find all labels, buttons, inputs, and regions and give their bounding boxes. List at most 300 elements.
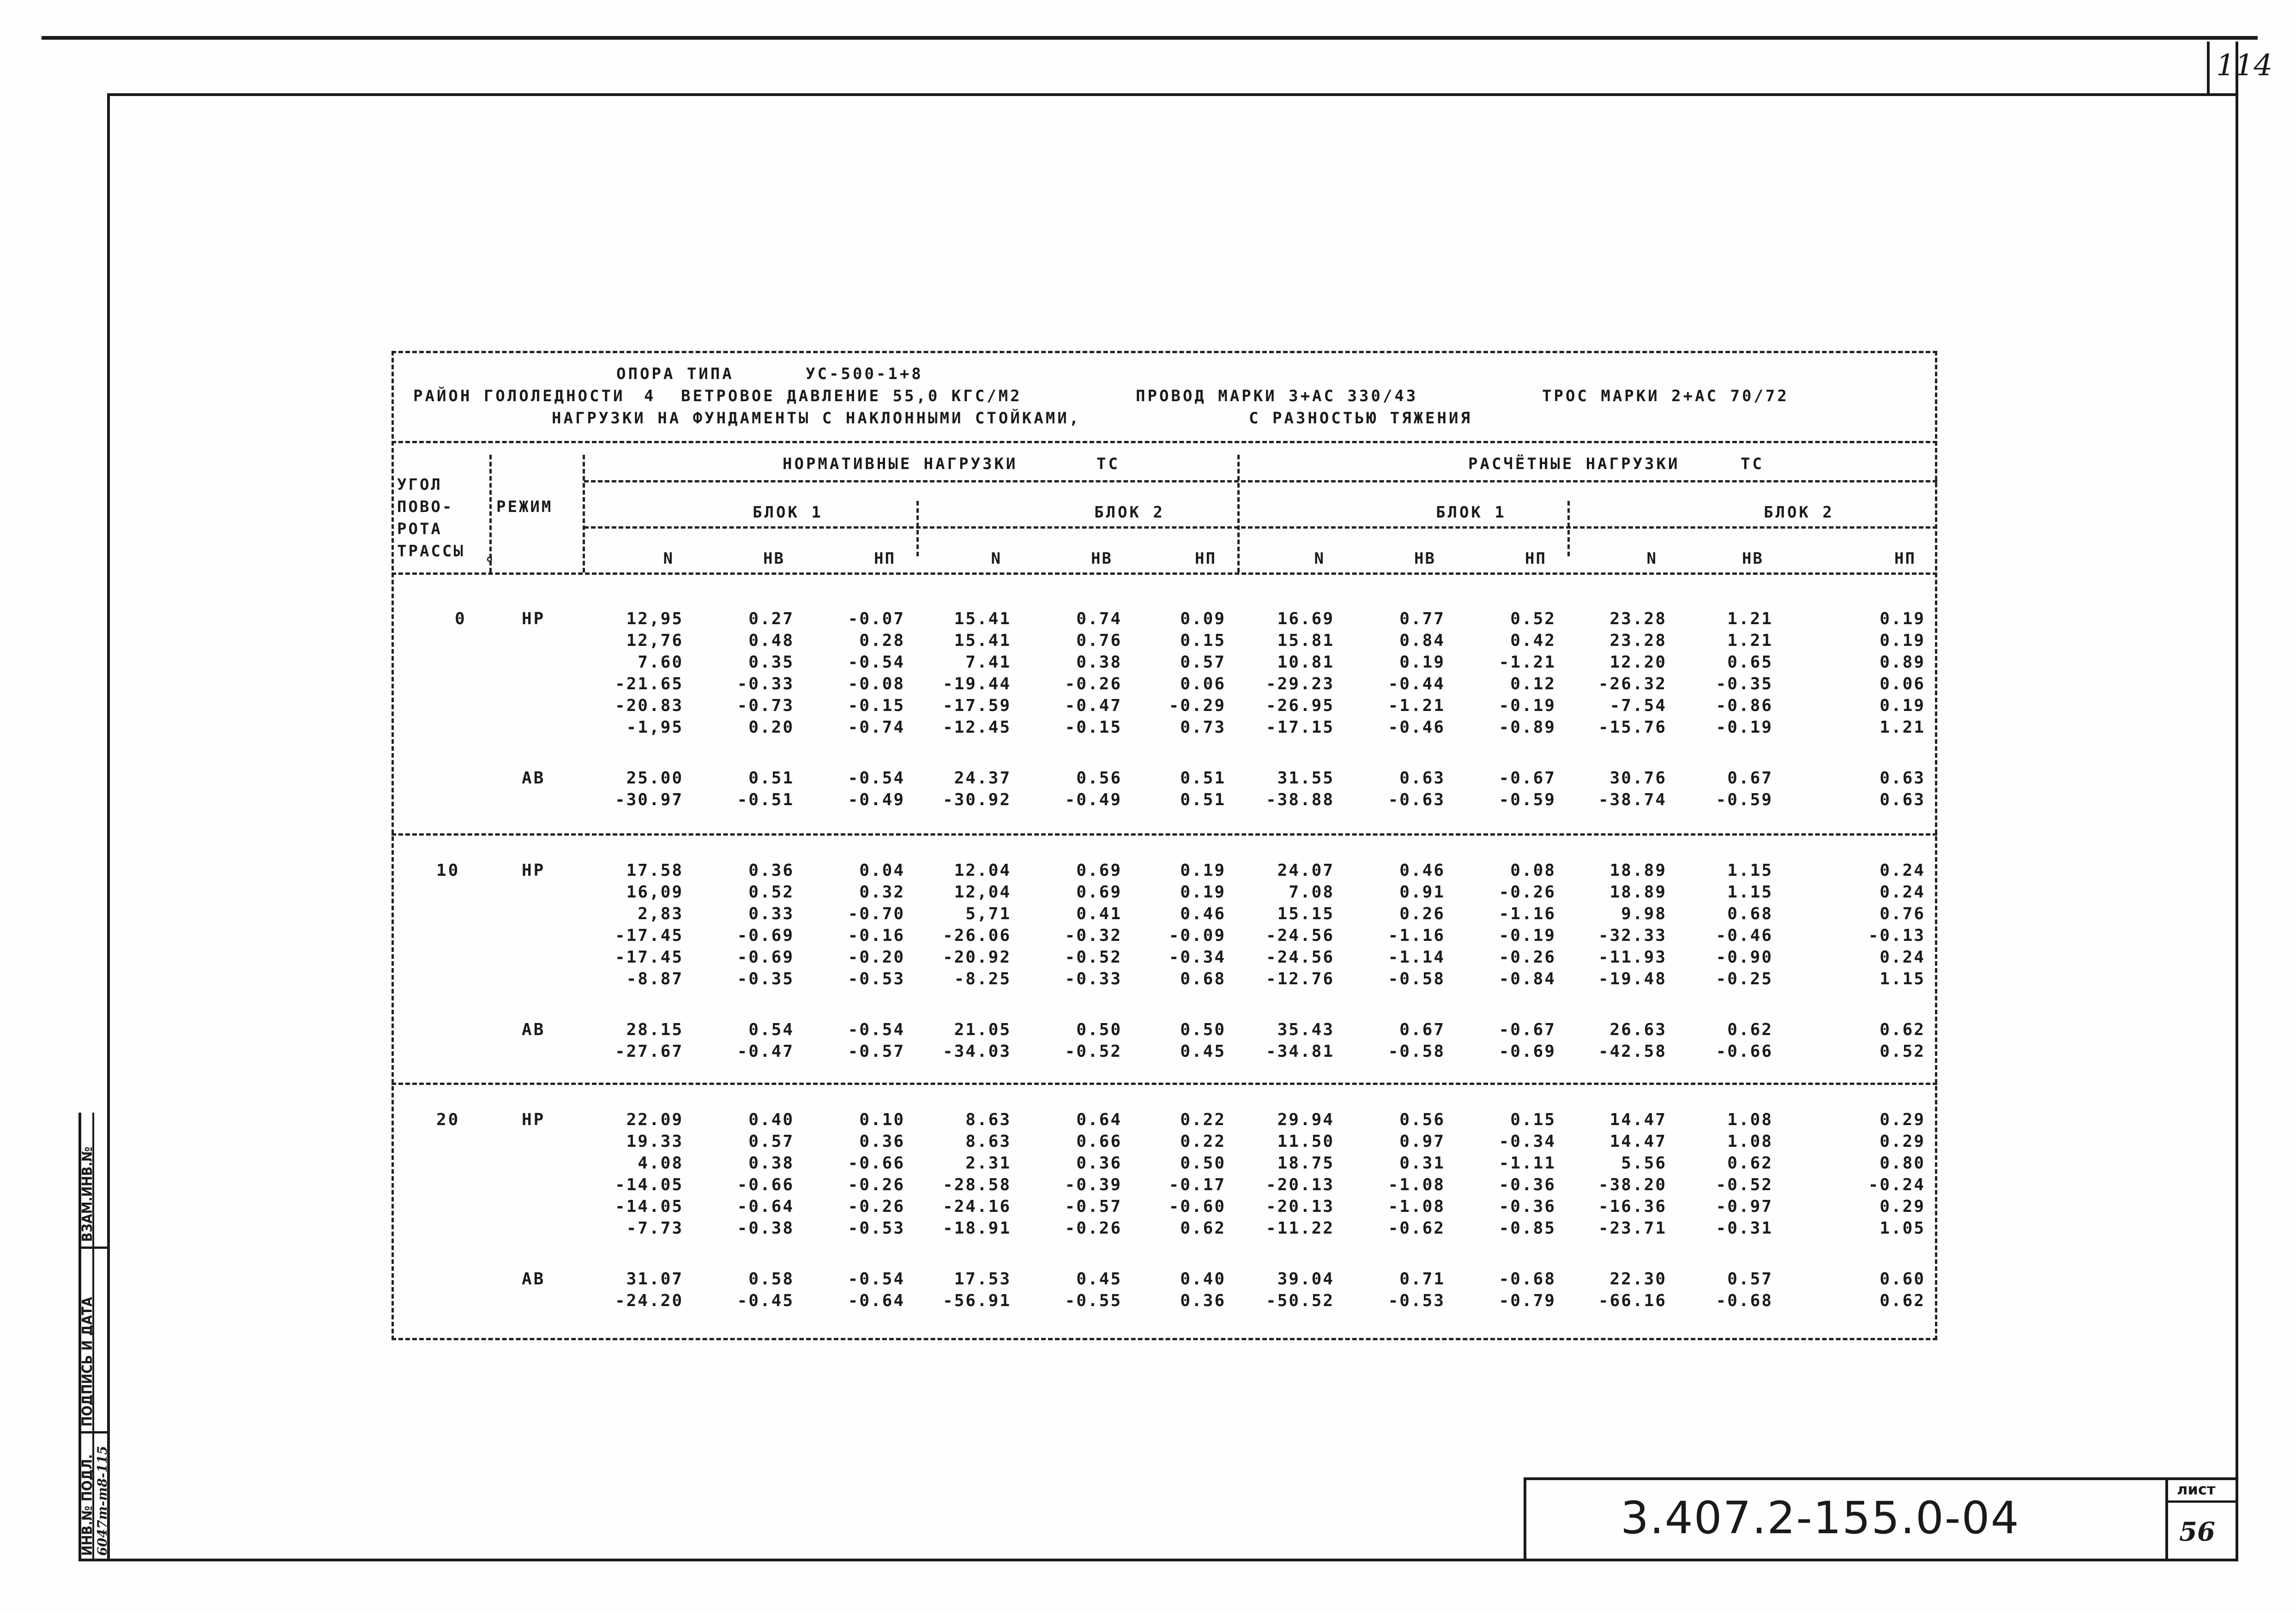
table-cell: 0.51 [748,769,794,788]
stamp-sep-2 [78,1431,110,1433]
table-cell: -0.31 [1716,1219,1773,1238]
table-cell: -0.84 [1499,970,1556,988]
table-cell: 0.38 [748,1154,794,1173]
header-wire-brand: ПРОВОД МАРКИ 3+АС 330/43 [1136,387,1418,405]
table-cell: 0.36 [859,1132,905,1151]
table-cell: 0.74 [1076,609,1122,628]
vr-norm-blocks [916,501,919,556]
table-cell: 15.41 [954,631,1011,650]
table-cell: 0.19 [1880,696,1925,715]
stamp-vzam-inv: ВЗАМ.ИНВ.№ [79,1146,96,1242]
stamp-sep-1 [78,1247,110,1249]
table-cell: 17.53 [954,1270,1011,1289]
col-norm-block2: БЛОК 2 [1094,503,1165,522]
table-cell: 0.57 [1180,653,1226,672]
table-cell: -1.11 [1499,1154,1556,1173]
table-cell: 0.36 [1180,1291,1226,1310]
table-cell: -0.86 [1716,696,1773,715]
table-cell: 0.28 [859,631,905,650]
table-cell: 0.89 [1880,653,1925,672]
table-cell: -1.21 [1499,653,1556,672]
hr-header-top [392,441,1937,443]
table-cell: -0.69 [737,926,794,945]
table-cell: -0.19 [1499,926,1556,945]
header-ice-region-value: 4 [644,387,656,405]
table-cell: 0.54 [748,1020,794,1039]
table-cell: -7.73 [626,1219,683,1238]
table-cell: 21.05 [954,1020,1011,1039]
table-cell: -0.35 [1716,675,1773,693]
table-cell: 0.56 [1399,1110,1445,1129]
table-cell: 0.19 [1180,861,1226,880]
table-cell: -1.08 [1388,1175,1445,1194]
table-cell: 18.89 [1609,861,1667,880]
table-cell: -0.26 [1499,883,1556,902]
frame-right [2236,42,2238,1561]
table-cell: 14.47 [1609,1132,1667,1151]
header-support-type-label: ОПОРА ТИПА [616,365,734,383]
table-cell: -0.35 [737,970,794,988]
table-cell: -0.63 [1388,790,1445,809]
table-cell: -0.47 [1065,696,1122,715]
table-cell: 0.36 [748,861,794,880]
table-cell: -0.54 [848,1020,905,1039]
table-cell: 0.08 [1510,861,1556,880]
table-cell: -1.21 [1388,696,1445,715]
table-cell: -17.45 [615,926,683,945]
table-cell: 0.62 [1727,1154,1773,1173]
table-cell: 4.08 [638,1154,683,1173]
table-cell: 0.57 [1727,1270,1773,1289]
top-rule [42,36,2258,40]
table-cell: 0.26 [1399,904,1445,923]
table-cell: -0.26 [848,1175,905,1194]
table-cell: -0.33 [737,675,794,693]
table-cell: -0.58 [1388,970,1445,988]
table-cell: -26.32 [1598,675,1667,693]
table-cell: -21.65 [615,675,683,693]
table-cell: -17.45 [615,948,683,967]
table-cell: 0.97 [1399,1132,1445,1151]
table-cell: -38.88 [1266,790,1334,809]
sub-column-5: НВ [1091,549,1113,568]
table-cell: -12.76 [1266,970,1334,988]
col-angle-line4: ТРАССЫ [397,542,465,560]
table-cell: 31.07 [626,1270,683,1289]
table-cell: -0.20 [848,948,905,967]
table-cell: -20.83 [615,696,683,715]
table-cell: 16.69 [1277,609,1334,628]
table-cell: -0.97 [1716,1197,1773,1216]
table-cell: 2,83 [638,904,683,923]
table-cell: -0.44 [1388,675,1445,693]
table-cell: -17.15 [1266,718,1334,737]
stamp-handwritten-number: 6047т-т8-115 [95,1445,110,1556]
table-cell: 0.24 [1880,861,1925,880]
table-cell: -0.53 [848,1219,905,1238]
table-cell: -0.90 [1716,948,1773,967]
table-cell: -0.46 [1388,718,1445,737]
table-cell: -8.87 [626,970,683,988]
table-cell: 0.20 [748,718,794,737]
table-cell: 0.10 [859,1110,905,1129]
table-cell: 9.98 [1621,904,1667,923]
table-cell: 0.84 [1399,631,1445,650]
table-cell: 0.57 [748,1132,794,1151]
col-angle-line2: ПОВО- [397,498,454,516]
table-cell: -0.26 [1499,948,1556,967]
table-cell: 0.68 [1727,904,1773,923]
hr-header-bottom [392,572,1937,575]
table-cell: 0.48 [748,631,794,650]
table-cell: -1,95 [626,718,683,737]
table-cell: 1.15 [1880,970,1925,988]
table-cell: 1.21 [1727,609,1773,628]
table-cell: -0.08 [848,675,905,693]
table-cell: -0.49 [848,790,905,809]
group-separator [392,833,1937,836]
table-cell: -11.22 [1266,1219,1334,1238]
table-cell: -0.55 [1065,1291,1122,1310]
header-support-type-value: УС-500-1+8 [806,365,923,383]
table-cell: -20.92 [942,948,1011,967]
sub-column-10: N [1646,549,1657,568]
table-cell: -14.05 [615,1197,683,1216]
table-cell: -0.09 [1169,926,1226,945]
table-cell: 0.52 [1880,1042,1925,1061]
table-cell: 0.33 [748,904,794,923]
table-cell: 0.09 [1180,609,1226,628]
table-cell: 18.75 [1277,1154,1334,1173]
table-cell: -0.32 [1065,926,1122,945]
sub-column-9: НП [1525,549,1547,568]
sheet-number: 56 [2179,1517,2215,1547]
table-cell: -0.17 [1169,1175,1226,1194]
table-cell: 12,76 [626,631,683,650]
table-cell: -20.13 [1266,1197,1334,1216]
table-cell: 0.36 [1076,1154,1122,1173]
mode-label: АВ [522,1270,546,1289]
table-cell: -0.34 [1169,948,1226,967]
sheet-box-mid [2165,1500,2238,1503]
table-cell: -0.34 [1499,1132,1556,1151]
table-cell: -0.59 [1716,790,1773,809]
table-cell: 35.43 [1277,1020,1334,1039]
table-cell: -0.74 [848,718,905,737]
table-cell: -0.69 [1499,1042,1556,1061]
table-cell: 0.69 [1076,861,1122,880]
table-cell: 0.62 [1180,1219,1226,1238]
table-cell: 0.35 [748,653,794,672]
table-cell: 0.66 [1076,1132,1122,1151]
frame-top [107,93,2238,96]
table-cell: -1.16 [1499,904,1556,923]
table-cell: 0.24 [1880,883,1925,902]
table-cell: 18.89 [1609,883,1667,902]
table-cell: -0.07 [848,609,905,628]
col-mode: РЕЖИМ [496,498,553,516]
table-cell: 0.29 [1880,1132,1925,1151]
table-cell: -7.54 [1609,696,1667,715]
table-cell: -0.53 [1388,1291,1445,1310]
table-cell: -34.81 [1266,1042,1334,1061]
table-cell: 0.29 [1880,1110,1925,1129]
sub-column-2: НВ [763,549,785,568]
table-cell: -0.13 [1868,926,1925,945]
table-cell: -0.52 [1065,948,1122,967]
table-cell: -0.57 [1065,1197,1122,1216]
table-cell: 0.69 [1076,883,1122,902]
table-cell: -1.08 [1388,1197,1445,1216]
table-cell: -24.56 [1266,926,1334,945]
table-cell: 0.15 [1180,631,1226,650]
table-cell: -0.54 [848,1270,905,1289]
header-tension-diff: С РАЗНОСТЬЮ ТЯЖЕНИЯ [1249,409,1472,428]
table-cell: 0.42 [1510,631,1556,650]
table-cell: -24.16 [942,1197,1011,1216]
table-cell: 12,04 [954,883,1011,902]
mode-label: НР [522,861,546,880]
table-cell: -0.49 [1065,790,1122,809]
table-cell: 0.76 [1076,631,1122,650]
table-cell: -0.19 [1499,696,1556,715]
col-norm-block1: БЛОК 1 [753,503,823,522]
table-cell: -0.60 [1169,1197,1226,1216]
table-cell: 0.45 [1180,1042,1226,1061]
table-cell: 0.19 [1399,653,1445,672]
table-cell: 15.41 [954,609,1011,628]
group-separator [392,1083,1937,1085]
table-cell: 0.22 [1180,1132,1226,1151]
mode-label: АВ [522,769,546,788]
table-cell: -1.14 [1388,948,1445,967]
table-cell: -14.05 [615,1175,683,1194]
table-cell: -0.58 [1388,1042,1445,1061]
col-design-block1: БЛОК 1 [1436,503,1507,522]
table-cell: 19.33 [626,1132,683,1151]
table-cell: 17.58 [626,861,683,880]
table-cell: -24.20 [615,1291,683,1310]
table-cell: 0.12 [1510,675,1556,693]
sub-column-12: НП [1894,549,1916,568]
table-cell: -17.59 [942,696,1011,715]
vr-mode [583,455,585,572]
table-cell: -16.36 [1598,1197,1667,1216]
table-cell: -0.64 [848,1291,905,1310]
sub-column-6: НП [1195,549,1217,568]
col-normative-unit: ТС [1097,455,1120,473]
table-cell: -0.53 [848,970,905,988]
header-wind-pressure: ВЕТРОВОЕ ДАВЛЕНИЕ 55,0 КГС/М2 [681,387,1022,405]
table-cell: -0.19 [1716,718,1773,737]
table-cell: 0.91 [1399,883,1445,902]
titleblock-left [1524,1477,1526,1560]
table-cell: -29.23 [1266,675,1334,693]
table-cell: 0.67 [1399,1020,1445,1039]
table-cell: 1.05 [1880,1219,1925,1238]
table-cell: 1.15 [1727,861,1773,880]
table-cell: 0.22 [1180,1110,1226,1129]
table-cell: -34.03 [942,1042,1011,1061]
table-cell: 30.76 [1609,769,1667,788]
table-cell: -0.33 [1065,970,1122,988]
table-cell: -8.25 [954,970,1011,988]
table-cell: -0.24 [1868,1175,1925,1194]
table-cell: -0.26 [848,1197,905,1216]
table-cell: -0.26 [1065,675,1122,693]
table-cell: 0.41 [1076,904,1122,923]
table-cell: 12.04 [954,861,1011,880]
table-cell: -0.26 [1065,1219,1122,1238]
table-cell: 16,09 [626,883,683,902]
header-ice-region: РАЙОН ГОЛОЛЕДНОСТИ [413,387,625,405]
sub-column-1: N [663,549,674,568]
table-cell: 0.06 [1180,675,1226,693]
table-cell: 0.67 [1727,769,1773,788]
table-cell: 0.65 [1727,653,1773,672]
table-cell: 0.24 [1880,948,1925,967]
vr-design-blocks [1567,501,1570,556]
table-cell: 0.31 [1399,1154,1445,1173]
table-cell: 1.21 [1727,631,1773,650]
doc-code: 3.407.2-155.0-04 [1621,1492,2020,1544]
angle-value: 10 [436,861,460,880]
header-rope-brand: ТРОС МАРКИ 2+АС 70/72 [1542,387,1789,405]
table-cell: -0.29 [1169,696,1226,715]
table-cell: 0.50 [1180,1154,1226,1173]
table-cell: -26.95 [1266,696,1334,715]
table-cell: -0.45 [737,1291,794,1310]
table-cell: -0.36 [1499,1197,1556,1216]
table-cell: 0.27 [748,609,794,628]
table-cell: -0.64 [737,1197,794,1216]
table-cell: 0.40 [1180,1270,1226,1289]
angle-value: 0 [455,609,467,628]
mode-label: АВ [522,1020,546,1039]
table-cell: 0.52 [748,883,794,902]
table-cell: 0.15 [1510,1110,1556,1129]
table-cell: 0.50 [1180,1020,1226,1039]
table-cell: 0.62 [1880,1291,1925,1310]
sub-column-4: N [991,549,1002,568]
table-cell: -0.57 [848,1042,905,1061]
table-cell: -32.33 [1598,926,1667,945]
table-cell: -0.38 [737,1219,794,1238]
col-normative: НОРМАТИВНЫЕ НАГРУЗКИ [783,455,1018,473]
table-cell: 0.63 [1880,769,1925,788]
table-cell: 0.63 [1880,790,1925,809]
table-cell: -28.58 [942,1175,1011,1194]
table-cell: 29.94 [1277,1110,1334,1129]
table-cell: -0.66 [737,1175,794,1194]
table-cell: 0.40 [748,1110,794,1129]
table-cell: 14.47 [1609,1110,1667,1129]
table-cell: 0.71 [1399,1270,1445,1289]
table-cell: 0.51 [1180,769,1226,788]
angle-value: 20 [436,1110,460,1129]
table-cell: 0.60 [1880,1270,1925,1289]
table-cell: 1.15 [1727,883,1773,902]
table-cell: 31.55 [1277,769,1334,788]
table-cell: 11.50 [1277,1132,1334,1151]
table-cell: 8.63 [965,1110,1011,1129]
table-cell: 7.60 [638,653,683,672]
frame-bottom [78,1559,2238,1561]
table-cell: -0.66 [1716,1042,1773,1061]
table-cell: -0.25 [1716,970,1773,988]
table-cell: 15.15 [1277,904,1334,923]
table-cell: -12.45 [942,718,1011,737]
table-cell: 0.80 [1880,1154,1925,1173]
table-cell: 1.08 [1727,1132,1773,1151]
table-cell: -0.62 [1388,1219,1445,1238]
table-cell: 0.46 [1180,904,1226,923]
col-angle-line3: РОТА [397,520,442,538]
table-cell: -26.06 [942,926,1011,945]
table-cell: 0.76 [1880,904,1925,923]
table-cell: -42.58 [1598,1042,1667,1061]
table-cell: 0.19 [1880,631,1925,650]
table-cell: -0.89 [1499,718,1556,737]
table-cell: -30.92 [942,790,1011,809]
table-cell: -11.93 [1598,948,1667,967]
table-cell: 0.73 [1180,718,1226,737]
table-cell: 0.64 [1076,1110,1122,1129]
table-cell: 0.56 [1076,769,1122,788]
table-cell: 0.50 [1076,1020,1122,1039]
table-cell: -0.15 [1065,718,1122,737]
table-cell: 0.46 [1399,861,1445,880]
table-cell: 24.07 [1277,861,1334,880]
col-angle-line1: УГОЛ [397,476,442,494]
table-cell: -0.68 [1716,1291,1773,1310]
table-cell: -0.36 [1499,1175,1556,1194]
table-cell: 0.19 [1180,883,1226,902]
table-cell: -0.52 [1065,1042,1122,1061]
sub-column-11: НВ [1742,549,1764,568]
table-cell: -50.52 [1266,1291,1334,1310]
table-cell: 0.68 [1180,970,1226,988]
table-cell: 23.28 [1609,631,1667,650]
col-design: РАСЧЁТНЫЕ НАГРУЗКИ [1468,455,1680,473]
mode-label: НР [522,609,546,628]
table-cell: 25.00 [626,769,683,788]
table-cell: -0.15 [848,696,905,715]
corner-page-number: 114 [2216,48,2273,83]
sheet-box-left [2165,1477,2168,1560]
table-cell: -27.67 [615,1042,683,1061]
sub-column-8: НВ [1414,549,1436,568]
table-cell: -24.56 [1266,948,1334,967]
table-cell: 26.63 [1609,1020,1667,1039]
hr-block-sub [584,526,1937,529]
table-cell: 39.04 [1277,1270,1334,1289]
table-cell: 22.30 [1609,1270,1667,1289]
table-cell: 0.19 [1880,609,1925,628]
table-cell: -0.46 [1716,926,1773,945]
hr-group-sub [584,480,1937,482]
table-cell: -20.13 [1266,1175,1334,1194]
table-cell: -0.67 [1499,1020,1556,1039]
table-cell: 5,71 [965,904,1011,923]
table-cell: 24.37 [954,769,1011,788]
table-cell: -19.48 [1598,970,1667,988]
frame-left [107,93,110,1561]
table-cell: 15.81 [1277,631,1334,650]
table-cell: 23.28 [1609,609,1667,628]
table-cell: -0.66 [848,1154,905,1173]
table-cell: 0.29 [1880,1197,1925,1216]
